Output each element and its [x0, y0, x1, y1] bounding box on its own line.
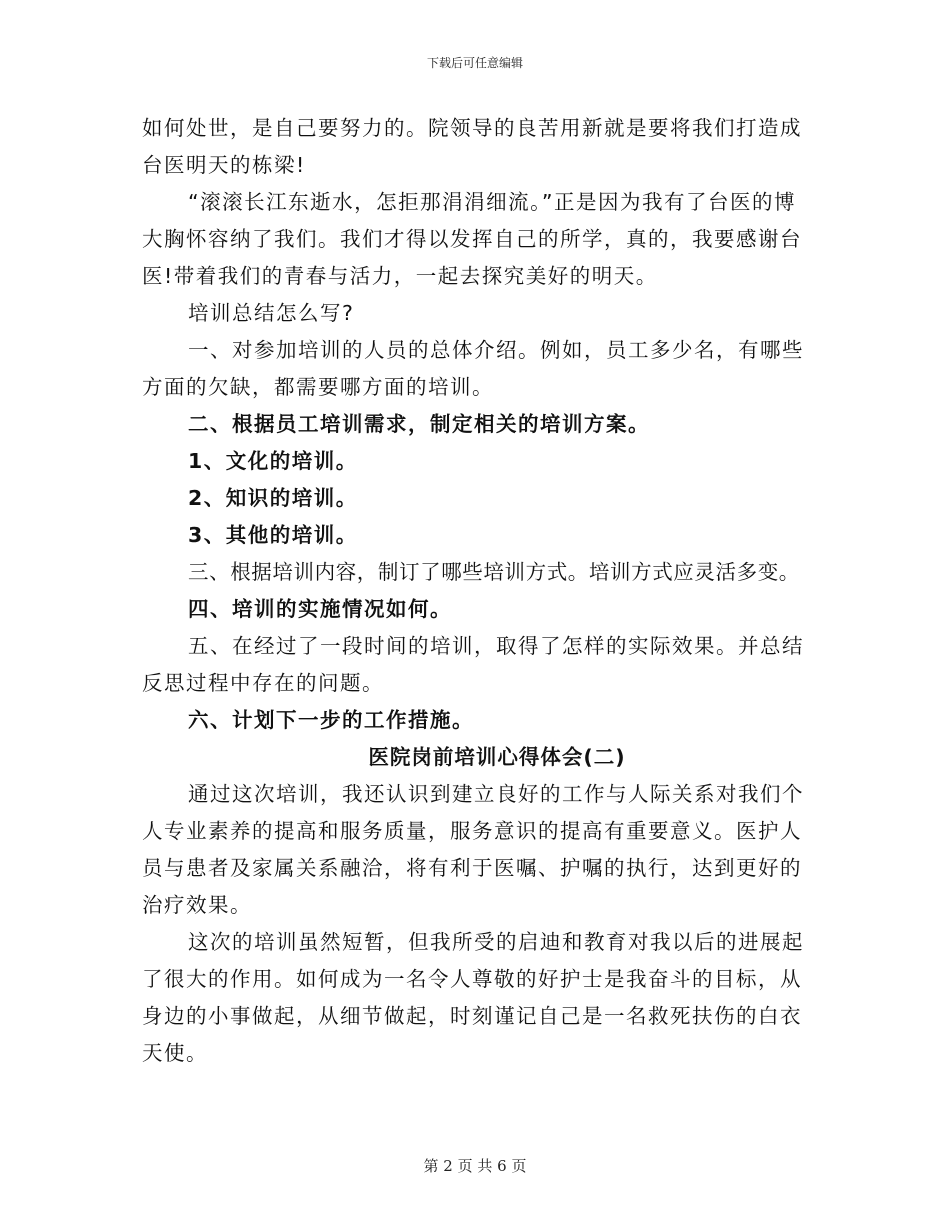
paragraph-2: “滚滚长江东逝水，怎拒那涓涓细流。”正是因为我有了台医的博大胸怀容纳了我们。我们才得以发挥自己的所学，真的，我要感谢台医!带着我们的青春与活力，一起去探究美好的明天。: [142, 190, 802, 288]
paragraph-11: 五、在经过了一段时间的培训，取得了怎样的实际效果。并总结反思过程中存在的问题。: [142, 634, 804, 695]
paragraph-12: 六、计划下一步的工作措施。: [188, 708, 474, 732]
paragraph-4: 一、对参加培训的人员的总体介绍。例如，员工多少名，有哪些方面的欠缺，都需要哪方面的培训。: [142, 338, 804, 399]
paragraph-14: 这次的培训虽然短暂，但我所受的启迪和教育对我以后的进展起了很大的作用。如何成为一名令人尊敬的好护士是我奋斗的目标，从身边的小事做起，从细节做起，时刻谨记自己是一名救死扶伤的白衣天使。: [142, 930, 804, 1065]
page-footer: 第 2 页 共 6 页: [423, 1157, 527, 1175]
paragraph-8: 3、其他的培训。: [188, 523, 358, 547]
paragraph-6: 1、文化的培训。: [188, 449, 358, 473]
page-header: 下载后可任意编辑: [426, 56, 523, 70]
paragraph-10: 四、培训的实施情况如何。: [188, 597, 452, 621]
paragraph-3: 培训总结怎么写?: [188, 301, 355, 325]
paragraph-5: 二、根据员工培训需求，制定相关的培训方案。: [188, 412, 650, 436]
paragraph-1: 如何处世，是自己要努力的。院领导的良苦用新就是要将我们打造成台医明天的栋梁!: [142, 116, 802, 177]
paragraph-9: 三、根据培训内容，制订了哪些培训方式。培训方式应灵活多变。: [188, 560, 800, 584]
section-title: 医院岗前培训心得体会(二): [368, 745, 626, 769]
document-body: [142, 110, 812, 1072]
paragraph-7: 2、知识的培训。: [188, 486, 358, 510]
paragraph-13: 通过这次培训，我还认识到建立良好的工作与人际关系对我们个人专业素养的提高和服务质量，服务意识的提高有重要意义。医护人员与患者及家属关系融洽，将有利于医嘱、护嘱的执行，达到更好的治疗效果。: [142, 782, 804, 917]
